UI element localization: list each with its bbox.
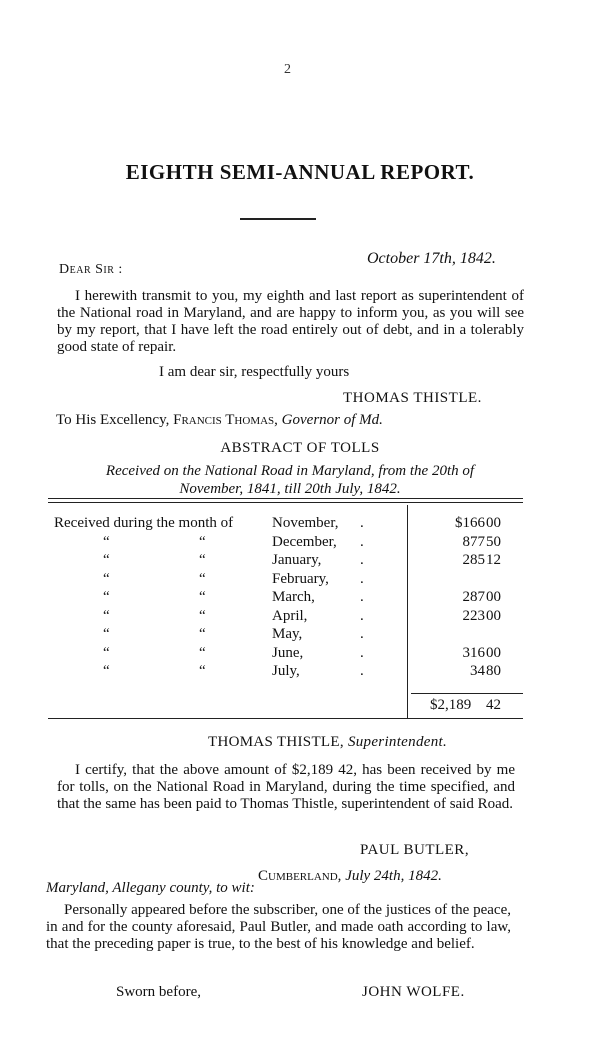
table-rule-top [48,498,523,499]
amount-cents: 12 [486,552,501,568]
amount-cents: 00 [486,589,501,605]
leader-dots: . [360,626,368,642]
abstract-subtitle [56,462,524,498]
toll-row [0,645,600,663]
leader-dots: . [360,552,368,568]
ditto-mark: “ [199,570,206,587]
letter-date: October 17th, 1842. [367,250,496,267]
ditto-mark: “ [103,570,110,587]
leader-dots: . [360,570,368,587]
abstract-title: ABSTRACT OF TOLLS [220,440,380,456]
abstract-subtitle-line-2: November, 1841, till 20th July, 1842. [179,481,401,497]
amount-cents: 80 [486,663,501,679]
amount-dollars: 877 [462,533,485,550]
ditto-mark: “ [103,607,110,624]
abstract-subtitle-line-1: Received on the National Road in Maryland, from the 20th of [105,463,475,479]
ditto-mark: “ [199,589,206,605]
affidavit-place: Cumberland, [258,868,342,884]
affidavit-place-date [258,868,442,885]
ditto-mark: “ [103,626,110,642]
affidavit-body: Personally appeared before the subscriber, one of the justices of the peace, in and for the county aforesaid, Paul Butler, and made oath according to law, that the preceding paper is true, to the best of his knowledge and belief. [46,902,511,952]
ditto-mark: “ [199,607,206,624]
month-label: June, [272,644,304,661]
table-rule-top-2 [48,502,523,503]
sum-rule [411,693,523,694]
title-rule [240,218,316,220]
affidavit-county: Maryland, Allegany county, to wit: [46,880,255,896]
toll-row [0,589,600,607]
ditto-mark: “ [199,552,206,568]
superintendent-name: THOMAS THISTLE, [208,734,344,750]
salutation: Dear Sir : [59,262,123,277]
month-label: January, [272,552,322,568]
address-name: Francis Thomas, [173,412,278,428]
leader-dots: . [360,663,368,679]
leader-dots: . [360,515,368,531]
month-label: May, [272,626,303,642]
ditto-mark: “ [103,663,110,679]
toll-row [0,626,600,644]
toll-row [0,552,600,570]
month-label: November, [272,515,339,531]
received-label: Received during the month of [54,515,234,531]
toll-row [0,515,600,533]
toll-row [0,663,600,681]
total-cents: 42 [486,697,501,713]
month-label: March, [272,589,315,605]
sworn-before: Sworn before, [116,984,201,1000]
ditto-mark: “ [199,533,206,550]
total-dollars: $2,189 [430,697,472,713]
amount-dollars: 223 [462,607,485,624]
toll-row [0,534,600,552]
toll-row [0,571,600,589]
leader-dots: . [360,533,368,550]
leader-dots: . [360,644,368,661]
month-label: April, [272,607,308,624]
superintendent-signature [208,734,447,751]
amount-dollars: 287 [462,589,485,605]
amount-cents: 50 [486,533,501,550]
letter-closing: I am dear sir, respectfully yours [159,364,350,380]
justice-signature: JOHN WOLFE. [362,984,465,1000]
affidavit-date: July 24th, 1842. [345,868,442,884]
page-mark: 2 [284,62,291,77]
amount-cents: 00 [486,515,501,531]
ditto-mark: “ [103,552,110,568]
amount-cents: 00 [486,607,501,624]
certification-signature: PAUL BUTLER, [360,842,470,858]
letter-address [56,412,383,429]
ditto-mark: “ [103,589,110,605]
letter-body: I herewith transmit to you, my eighth and last report as superintendent of the National road in Maryland, and are happy to inform you, as you will see by my report, that I have left the road entirely out of debt, and in a tolerably good state of repair. [57,288,524,355]
address-prefix: To His Excellency, [56,412,170,428]
report-title: EIGHTH SEMI-ANNUAL REPORT. [125,160,475,184]
leader-dots: . [360,607,368,624]
amount-dollars: $166 [455,515,485,531]
leader-dots: . [360,589,368,605]
address-title: Governor of Md. [281,412,383,428]
ditto-mark: “ [103,644,110,661]
superintendent-role: Superintendent. [347,734,448,750]
amount-dollars: 316 [462,644,485,661]
toll-row [0,608,600,626]
amount-dollars: 285 [462,552,485,568]
ditto-mark: “ [199,663,206,679]
ditto-mark: “ [199,644,206,661]
amount-dollars: 34 [470,663,485,679]
certification-body: I certify, that the above amount of $2,189 42, has been received by me for tolls, on the National Road in Maryland, during the time specified, and that the same has been paid to Thomas Thistle, superintendent of said Road. [57,762,515,812]
month-label: July, [272,663,300,679]
ditto-mark: “ [103,533,110,550]
letter-signature: THOMAS THISTLE. [343,390,482,406]
month-label: February, [272,570,329,587]
table-rule-bottom [48,718,523,719]
ditto-mark: “ [199,626,206,642]
amount-cents: 00 [486,644,501,661]
month-label: December, [272,533,337,550]
